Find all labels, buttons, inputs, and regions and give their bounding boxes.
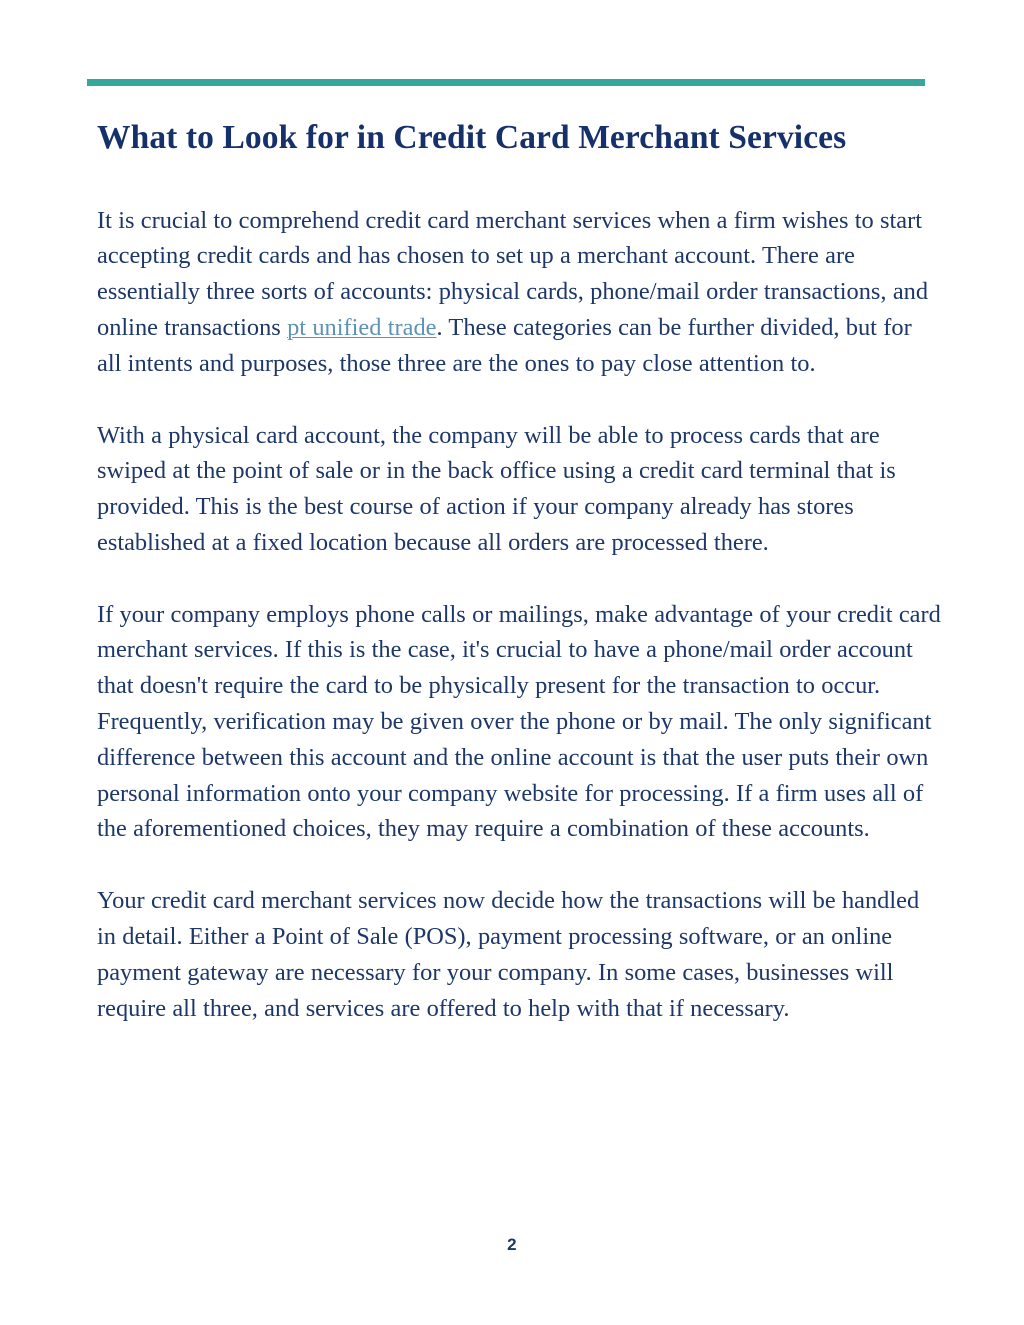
paragraph-1-text-after-link: . These categories can be further divided, but for all intents and purposes, those three are the ones to pay close attention to. xyxy=(97,313,912,377)
page-title: What to Look for in Credit Card Merchant Services xyxy=(97,119,847,156)
document-content xyxy=(97,118,942,1026)
paragraph-2: With a physical card account, the company will be able to process cards that are swiped at the point of sale or in the back office using a credit card terminal that is provided. This is the best course of action if your company already has stores established at a fixed location because all orders are processed there. xyxy=(97,421,896,556)
paragraph-1 xyxy=(97,203,942,382)
body-copy xyxy=(97,203,942,1027)
accent-rule-divider xyxy=(87,79,925,86)
pt-unified-trade-link[interactable]: pt unified trade xyxy=(287,313,437,341)
paragraph-4: Your credit card merchant services now decide how the transactions will be handled in detail. Either a Point of Sale (POS), payment processing software, or an online payment gateway are necessary for your company. In some cases, businesses will require all three, and services are offered to help with that if necessary. xyxy=(97,887,920,1022)
paragraph-3: If your company employs phone calls or mailings, make advantage of your credit card merchant services. If this is the case, it's crucial to have a phone/mail order account that doesn't require the card to be physically present for the transaction to occur. Frequently, verification may be given over the phone or by mail. The only significant difference between this account and the online account is that the user puts their own personal information onto your company website for processing. If a firm uses all of the aforementioned choices, they may require a combination of these accounts. xyxy=(97,600,941,843)
paragraph-1-text-before-link: It is crucial to comprehend credit card merchant services when a firm wishes to start accepting credit cards and has chosen to set up a merchant account. There are essentially three sorts of accounts: physical cards, phone/mail order transactions, and online transactions xyxy=(97,206,929,341)
page-number: 2 xyxy=(507,1235,517,1254)
